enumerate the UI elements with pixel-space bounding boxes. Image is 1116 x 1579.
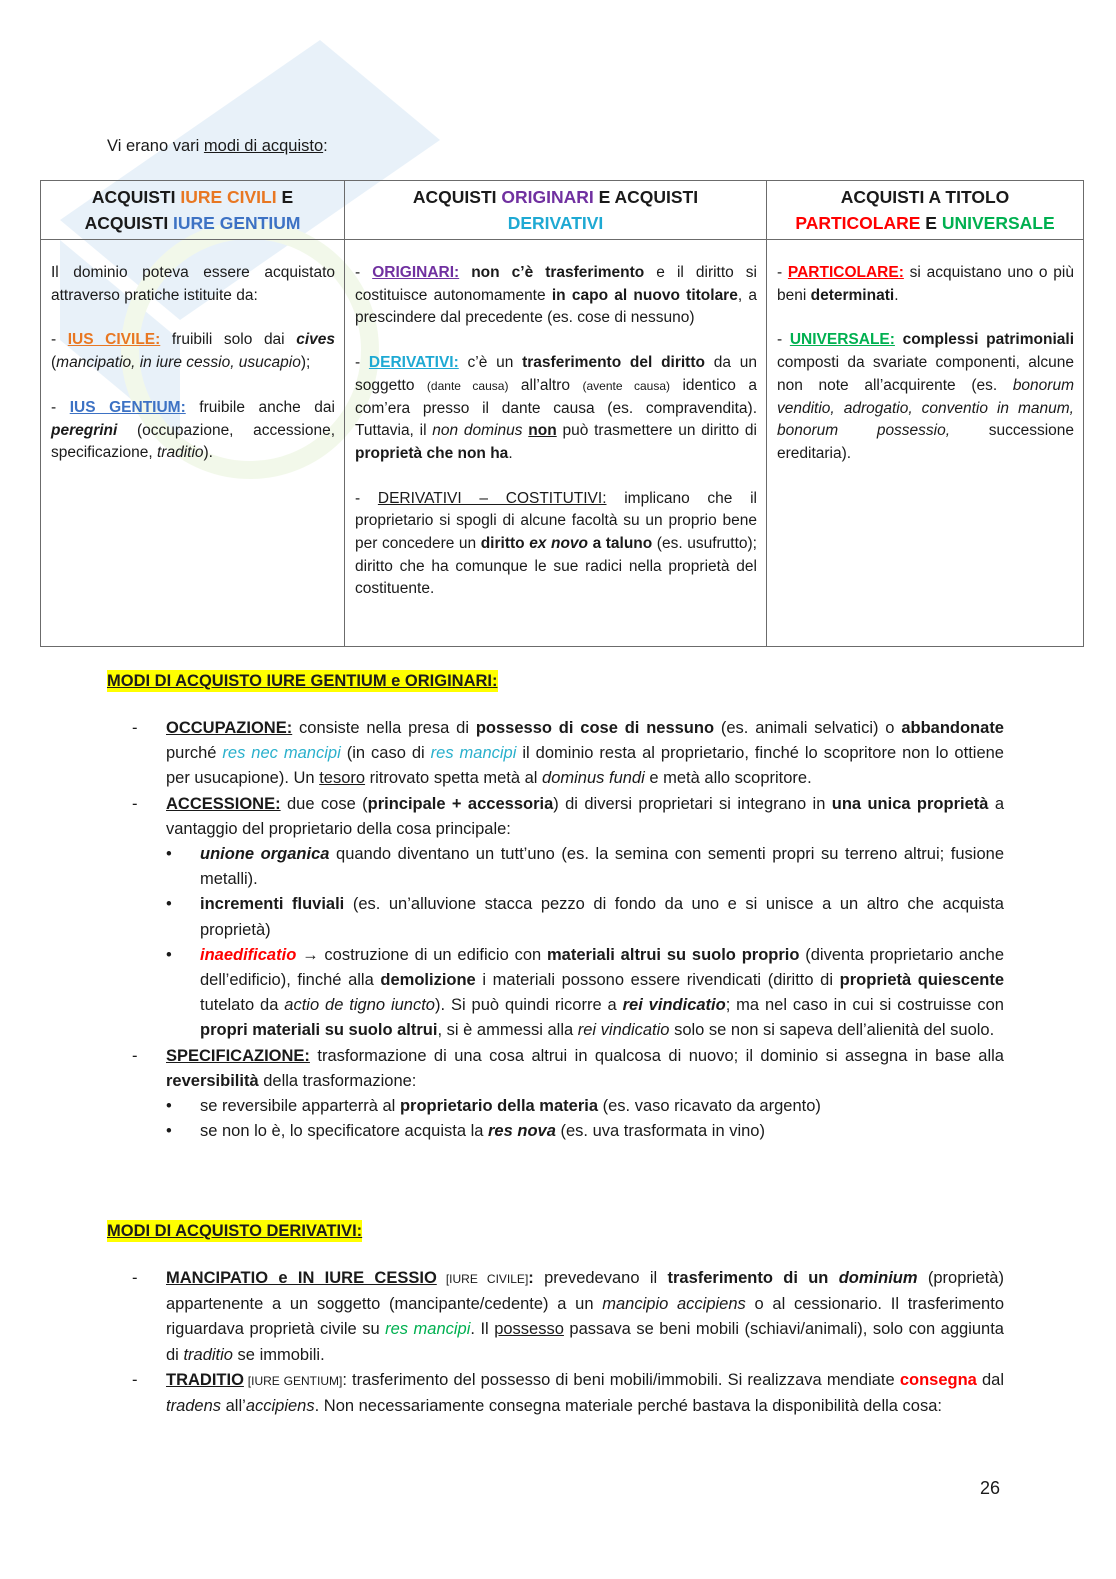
list-item-specificazione: - SPECIFICAZIONE: trasformazione di una cosa altrui in qualcosa di nuovo; il dominio si assegna in base alla reversibilità della trasformazione: bbox=[132, 1046, 1004, 1090]
list-item-inaedificatio: • inaedificatio → costruzione di un edificio con materiali altrui su suolo proprio (diventa proprietario anche dell’edificio), finché alla demolizione i materiali possono essere rivendicati (diritto di proprietà quiescente tutelato da actio de tigno iuncto). Si può quindi ricorre a rei vindicatio; ma nel caso in cui si costruisse con propri materiali su suolo altrui, si è ammessi alla rei vindicatio solo se non si sapeva dell’alienità del suolo. bbox=[166, 945, 1004, 1040]
list-item-unione-organica: • unione organica quando diventano un tutt’uno (es. la semina con sementi propri su terreno altrui; fusione metalli). bbox=[166, 845, 1004, 889]
comparison-table bbox=[40, 180, 1084, 647]
list-item-mancipatio: - MANCIPATIO e IN IURE CESSIO [IURE CIVILE]: prevedevano il trasferimento di un dominium (proprietà) appartenente a un soggetto (mancipante/cedente) a un mancipio accipiens o al cessionario. Il trasferimento riguardava proprietà civile su res mancipi. Il possesso passava se beni mobili (schiavi/animali), solo con aggiunta di traditio se immobili. bbox=[132, 1269, 1004, 1364]
section-originari-list bbox=[132, 716, 1004, 1144]
list-item-occupazione: - OCCUPAZIONE: consiste nella presa di possesso di cose di nessuno (es. animali selvatici) o abbandonate purché res nec mancipi (in caso di res mancipi il dominio resta al proprietario, finché lo scopritore non lo ottiene per usucapione). Un tesoro ritrovato spetta metà al dominus fundi e metà allo scopritore. bbox=[132, 719, 1004, 788]
list-item-traditio: - TRADITIO [IURE GENTIUM]: trasferimento del possesso di beni mobili/immobili. Si realizzava mendiate consegna dal tradens all’accipiens. Non necessariamente consegna materiale perché bastava la disponibilità della cosa: bbox=[132, 1370, 1005, 1416]
header-iure-civili: ACQUISTI IURE CIVILI E ACQUISTI IURE GENTIUM bbox=[41, 181, 345, 240]
section-title-derivativi: MODI DI ACQUISTO DERIVATIVI: bbox=[107, 1222, 363, 1240]
list-item-accessione: - ACCESSIONE: due cose (principale + accessoria) di diversi proprietari si integrano in una unica proprietà a vantaggio del proprietario della cosa principale: bbox=[132, 794, 1005, 838]
section-title-originari: MODI DI ACQUISTO IURE GENTIUM e ORIGINARI: bbox=[107, 672, 498, 690]
section-derivativi-list bbox=[132, 1266, 1004, 1419]
list-item-incrementi-fluviali: • incrementi fluviali (es. un’alluvione stacca pezzo di fondo da uno e si unisce a un altro che acquista proprietà) bbox=[166, 895, 1004, 939]
arrow-right-icon: → bbox=[296, 945, 325, 964]
list-item-reversibile: • se reversibile apparterrà al proprietario della materia (es. vaso ricavato da argento) bbox=[166, 1097, 821, 1116]
cell-originari: - ORIGINARI: non c’è trasferimento e il diritto si costituisce autonomamente in capo al nuovo titolare, a prescindere dal precedente (es. cose di nessuno) - DERIVATIVI: c’è un trasferimento del diritto da un soggetto (dante causa) all’altro (avente causa) identico a com’era presso il dante causa (es. compravendita). Tuttavia, il non dominus non può trasmettere un diritto di proprietà che non ha. - DERIVATIVI – COSTITUTIVI: implicano che il proprietario si spogli di alcune facoltà su un proprio bene per concedere un diritto ex novo a taluno (es. usufrutto); diritto che ha comunque le sue radici nella proprietà del costituente. bbox=[345, 240, 767, 647]
header-titolo: ACQUISTI A TITOLO PARTICOLARE E UNIVERSALE bbox=[767, 181, 1084, 240]
header-originari: ACQUISTI ORIGINARI E ACQUISTI DERIVATIVI bbox=[345, 181, 767, 240]
modi-acquisto-link: modi di acquisto bbox=[203, 137, 324, 155]
page-number: 26 bbox=[980, 1478, 1001, 1498]
intro-line: Vi erano vari modi di acquisto: bbox=[107, 137, 328, 155]
table-row bbox=[41, 240, 1084, 647]
table-header-row bbox=[41, 181, 1084, 240]
cell-titolo: - PARTICOLARE: si acquistano uno o più beni determinati. - UNIVERSALE: complessi patrimoniali composti da svariate componenti, alcune non note all’acquirente (es. bonorum venditio, adrogatio, conventio in manum, bonorum possessio, successione ereditaria). bbox=[767, 240, 1084, 647]
list-item-non-reversibile: • se non lo è, lo specificatore acquista la res nova (es. uva trasformata in vino) bbox=[166, 1122, 765, 1141]
cell-iure-civili: Il dominio poteva essere acquistato attraverso pratiche istituite da: - IUS CIVILE: fruibili solo dai cives (mancipatio, in iure cessio, usucapio); - IUS GENTIUM: fruibile anche dai peregrini (occupazione, accessione, specificazione, traditio). bbox=[41, 240, 345, 647]
